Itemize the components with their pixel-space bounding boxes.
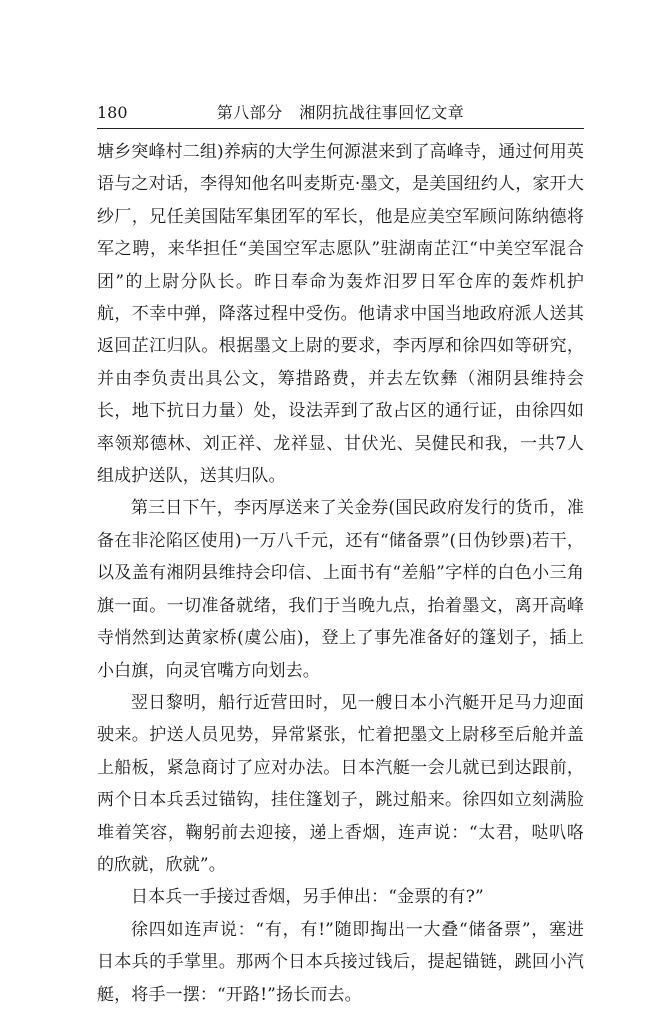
paragraph-1: 塘乡突峰村二组)养病的大学生何源湛来到了高峰寺，通过何用英语与之对话，李得知他名叫麦斯克·墨文，是美国纽约人，家开大纱厂，兄任美国陆军集团军的军长，他是应美空军顾问陈纳德将军之聘，来华担任“美国空军志愿队”驻湖南芷江“中美空军混合团”的上尉分队长。昨日奉命为轰炸汨罗日军仓库的轰炸机护航，不幸中弹，降落过程中受伤。他请求中国当地政府派人送其返回芷江归队。根据墨文上尉的要求，李丙厚和徐四如等研究，并由李负责出具公文，筹措路费，并去左钦彝（湘阴县维持会长，地下抗日力量）处，设法弄到了敌占区的通行证，由徐四如率领郑德林、刘正祥、龙祥显、甘伏光、吴健民和我，一共7人组成护送队，送其归队。 bbox=[97, 142, 584, 487]
paragraph-4: 日本兵一手接过香烟，另手伸出：“金票的有?” bbox=[131, 887, 484, 908]
page-number: 180 bbox=[97, 103, 128, 122]
page-header bbox=[97, 102, 584, 126]
paragraph-2: 第三日下午，李丙厚送来了关金券(国民政府发行的货币，准备在非沦陷区使用)一万八千元，还有“储备票”(日伪钞票)若干，以及盖有湘阴县维持会印信、上面书有“差船”字样的白色小三角旗一面。一切准备就绪，我们于当晚九点，抬着墨文，离开高峰寺悄然到达黄家桥(虞公庙)，登上了事先准备好的篷划子，插上小白旗，向灵官嘴方向划去。 bbox=[97, 498, 584, 681]
running-title: 第八部分 湘阴抗战往事回忆文章 bbox=[216, 103, 465, 122]
article-body bbox=[97, 136, 584, 1011]
paragraph-3: 翌日黎明，船行近营田时，见一艘日本小汽艇开足马力迎面驶来。护送人员见势，异常紧张，忙着把墨文上尉移至后舱并盖上船板，紧急商讨了应对办法。日本汽艇一会儿就已到达跟前，两个日本兵丢过锚钩，挂住篷划子，跳过船来。徐四如立刻满脸堆着笑容，鞠躬前去迎接，递上香烟，连声说：“太君，哒叭咯的欣就，欣就”。 bbox=[97, 692, 584, 875]
header-divider bbox=[97, 128, 584, 129]
paragraph-5: 徐四如连声说：“有，有!”随即掏出一大叠“储备票”，塞进日本兵的手掌里。那两个日本兵接过钱后，提起锚链，跳回小汽艇，将手一摆：“开路!”扬长而去。 bbox=[97, 919, 584, 1005]
